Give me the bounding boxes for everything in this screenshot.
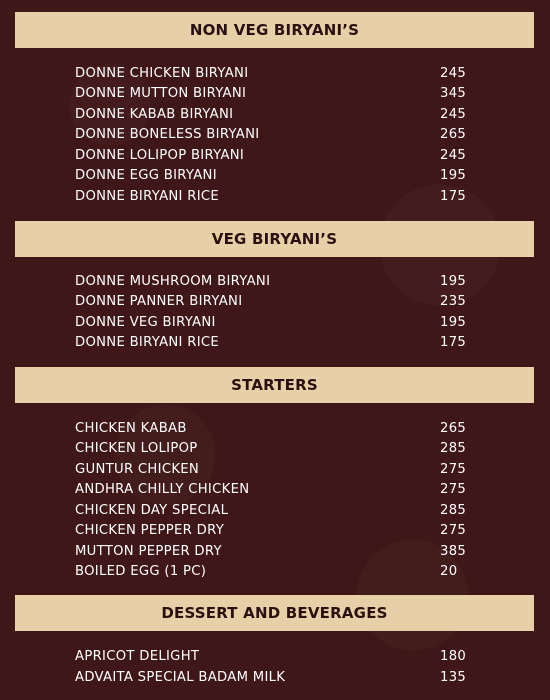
item-price: 195 [440, 273, 467, 289]
menu-item [75, 186, 475, 206]
menu-item [75, 438, 475, 458]
item-name: DONNE PANNER BIRYANI [75, 293, 243, 309]
item-price: 285 [440, 502, 467, 518]
item-price: 195 [440, 314, 467, 330]
menu-item [75, 124, 475, 144]
item-name: CHICKEN LOLIPOP [75, 440, 198, 456]
item-price: 235 [440, 293, 467, 309]
item-price: 180 [440, 648, 467, 664]
menu-item [75, 418, 475, 438]
item-name: CHICKEN KABAB [75, 420, 187, 436]
menu-item [75, 459, 475, 479]
menu-item [75, 312, 475, 332]
item-name: ANDHRA CHILLY CHICKEN [75, 481, 250, 497]
menu-item [75, 541, 475, 561]
item-price: 20 [440, 563, 458, 579]
item-name: DONNE VEG BIRYANI [75, 314, 216, 330]
menu-item [75, 479, 475, 499]
menu-item [75, 332, 475, 352]
item-price: 265 [440, 126, 467, 142]
item-name: DONNE CHICKEN BIRYANI [75, 65, 249, 81]
item-price: 175 [440, 334, 467, 350]
item-name: BOILED EGG (1 PC) [75, 563, 207, 579]
menu-item [75, 63, 475, 83]
section-header-non-veg-biryani: NON VEG BIRYANI’S [15, 12, 534, 48]
menu-item [75, 271, 475, 291]
section-header-veg-biryani: VEG BIRYANI’S [15, 221, 534, 257]
item-name: DONNE BIRYANI RICE [75, 188, 220, 204]
menu-item [75, 291, 475, 311]
menu-item [75, 500, 475, 520]
item-name: DONNE MUSHROOM BIRYANI [75, 273, 271, 289]
menu-item [75, 165, 475, 185]
item-price: 285 [440, 440, 467, 456]
item-name: ADVAITA SPECIAL BADAM MILK [75, 669, 286, 685]
item-price: 275 [440, 461, 467, 477]
item-price: 385 [440, 543, 467, 559]
menu-item [75, 646, 475, 666]
item-name: DONNE MUTTON BIRYANI [75, 85, 247, 101]
item-name: GUNTUR CHICKEN [75, 461, 200, 477]
item-price: 175 [440, 188, 467, 204]
item-price: 245 [440, 147, 467, 163]
section-header-starters: STARTERS [15, 367, 534, 403]
menu-item [75, 83, 475, 103]
menu-item [75, 145, 475, 165]
menu-item [75, 667, 475, 687]
item-price: 275 [440, 481, 467, 497]
item-price: 265 [440, 420, 467, 436]
menu-item [75, 520, 475, 540]
item-name: DONNE LOLIPOP BIRYANI [75, 147, 245, 163]
item-name: DONNE KABAB BIRYANI [75, 106, 234, 122]
item-price: 245 [440, 65, 467, 81]
menu-item [75, 104, 475, 124]
item-price: 135 [440, 669, 467, 685]
item-name: DONNE EGG BIRYANI [75, 167, 217, 183]
item-name: MUTTON PEPPER DRY [75, 543, 222, 559]
item-name: DONNE BONELESS BIRYANI [75, 126, 260, 142]
item-name: APRICOT DELIGHT [75, 648, 200, 664]
item-price: 195 [440, 167, 467, 183]
menu-item [75, 561, 475, 581]
item-price: 245 [440, 106, 467, 122]
item-price: 345 [440, 85, 467, 101]
item-name: DONNE BIRYANI RICE [75, 334, 220, 350]
item-name: CHICKEN PEPPER DRY [75, 522, 225, 538]
item-price: 275 [440, 522, 467, 538]
item-name: CHICKEN DAY SPECIAL [75, 502, 229, 518]
section-header-dessert-and-beverages: DESSERT AND BEVERAGES [15, 595, 534, 631]
